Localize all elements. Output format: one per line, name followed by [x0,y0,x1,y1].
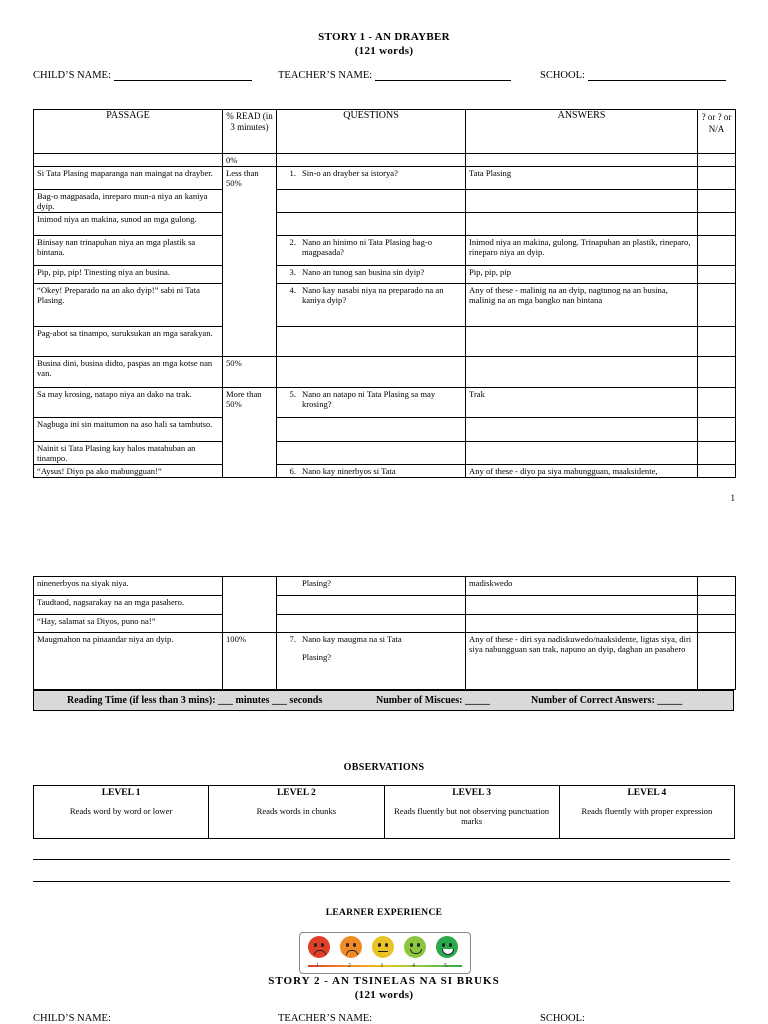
answer-cell: Any of these - diri sya nadiskuwedo/naaksidente, ligtas siya, diri siya nabungguan san trak, napuno an dyip, daghan an pasahero [466,633,698,690]
very-sad-face-icon[interactable] [308,936,330,958]
header-pct-read: % READ (in 3 minutes) [223,110,277,154]
answer-cell [466,442,698,465]
answer-cell [466,615,698,633]
header-answers: ANSWERS [466,110,698,154]
question-cell: 1. Sin-o an drayber sa istorya? [277,167,466,190]
scale-tick: 2 [348,963,351,969]
passage-cell: Bag-o magpasada, inreparo mun-a niya an kaniya dyip. [34,190,223,213]
notes-line-2[interactable] [33,881,730,882]
pct-less-50: Less than 50% [223,167,277,357]
table-row [34,327,736,357]
answer-cell: Tata Plasing [466,167,698,190]
passage-cell: Nagbuga ini sin maitumon na aso hali sa tambutso. [34,418,223,442]
mark-cell[interactable] [698,167,736,190]
teacher-name-field[interactable] [278,70,511,81]
mark-cell[interactable] [698,190,736,213]
reading-time-field[interactable]: Reading Time (if less than 3 mins): ___ minutes ___ seconds [67,695,323,706]
mark-cell[interactable] [698,357,736,388]
question-cell [277,190,466,213]
child-name-field[interactable] [33,70,252,81]
table-row [34,284,736,327]
level-2-option[interactable]: LEVEL 2 Reads words in chunks [209,786,384,839]
mark-cell[interactable] [698,327,736,357]
table-row [34,190,736,213]
table-row [34,577,736,596]
question-cell: 2. Nano an hinimo ni Tata Plasing bag-o magpasada? [277,236,466,266]
reading-summary-row [33,690,734,711]
passage-cell: ninenerbyos na siyak niya. [34,577,223,596]
table-header-row [34,110,736,154]
school-label: SCHOOL: [540,70,585,81]
child-name-line [114,70,252,81]
header-passage: PASSAGE [34,110,223,154]
correct-answers-field[interactable]: Number of Correct Answers: _____ [531,695,683,706]
answer-cell [466,357,698,388]
passage-cell: Maugmahon na pinaandar niya an dyip. [34,633,223,690]
mark-cell[interactable] [698,418,736,442]
school-field[interactable] [540,70,726,81]
story2-word-count: (121 words) [354,989,414,1001]
question-cell [277,596,466,615]
question-cell: 3. Nano an tunog san busina sin dyip? [277,266,466,284]
passage-cell: Si Tata Plasing maparanga nan maingat na drayber. [34,167,223,190]
scale-tick: 1 [316,963,319,969]
reading-table [33,109,736,478]
pct-50: 50% [223,357,277,388]
mark-cell[interactable] [698,615,736,633]
question-cell: 4. Nano kay nasabi niya na preparado na an kaniya dyip? [277,284,466,327]
level-3-option[interactable]: LEVEL 3 Reads fluently but not observing punctuation marks [384,786,559,839]
table-row [34,213,736,236]
passage-cell: Binisay nan trinapuhan niya an mga plastik sa bintana. [34,236,223,266]
teacher-name-line [375,70,511,81]
notes-line-1[interactable] [33,859,730,860]
very-happy-face-icon[interactable] [436,936,458,958]
header-questions: QUESTIONS [277,110,466,154]
observations-title: OBSERVATIONS [343,762,425,773]
passage-cell: Nainit si Tata Plasing kay halos matahuban an tinampo. [34,442,223,465]
mark-cell[interactable] [698,596,736,615]
answer-cell [466,213,698,236]
answer-cell: madiskwedo [466,577,698,596]
question-cell [277,442,466,465]
answer-cell [466,327,698,357]
answer-cell: Any of these - diyo pa siya mabungguan, maaksidente, [466,465,698,478]
reading-table-continued [33,576,736,690]
header-mark: ? or ? or N/A [698,110,736,154]
emoji-rating-scale[interactable] [299,932,471,974]
story2-title: STORY 2 - AN TSINELAS NA SI BRUKS [268,975,500,987]
scale-tick: 4 [412,963,415,969]
passage-cell: Pip, pip, pip! Tinesting niya an busina. [34,266,223,284]
answer-cell: Inimod niya an makina, gulong. Trinapuhan an plastik, rineparo, rineparo niya an dyip. [466,236,698,266]
question-cell: 6. Nano kay ninerbyos si Tata [277,465,466,478]
answer-cell: Trak [466,388,698,418]
mark-cell[interactable] [698,266,736,284]
question-cell [277,213,466,236]
passage-cell: Sa may krosing, natapo niya an dako na trak. [34,388,223,418]
table-row [34,266,736,284]
story2-school-label: SCHOOL: [540,1013,585,1024]
table-row [34,388,736,418]
story2-child-name-label: CHILD’S NAME: [33,1013,111,1024]
table-row [34,418,736,442]
story1-title: STORY 1 - AN DRAYBER [318,31,450,43]
observation-levels [33,785,735,839]
mark-cell[interactable] [698,284,736,327]
answer-cell [466,596,698,615]
table-row [34,236,736,266]
happy-face-icon[interactable] [404,936,426,958]
question-cell [277,615,466,633]
question-cell: Plasing? [277,577,466,596]
passage-cell: Pag-abot sa tinampo, suruksukan an mga sarakyan. [34,327,223,357]
table-row [34,442,736,465]
answer-cell: Any of these - malinig na an dyip, nagtunog na an busina, malinig na an mga bangko nan bintana [466,284,698,327]
page-number: 1 [730,493,735,503]
miscues-field[interactable]: Number of Miscues: _____ [376,695,490,706]
table-row [34,615,736,633]
answer-cell [466,418,698,442]
level-1-option[interactable]: LEVEL 1 Reads word by word or lower [34,786,209,839]
question-cell: 5. Nano an natapo ni Tata Plasing sa may krosing? [277,388,466,418]
story1-word-count: (121 words) [354,45,414,57]
story2-teacher-name-label: TEACHER’S NAME: [278,1013,373,1024]
learner-experience-title: LEARNER EXPERIENCE [325,908,443,918]
scale-tick: 3 [380,963,383,969]
table-row [34,596,736,615]
passage-cell: Taudtaod, nagsarakay na an mga pasahero. [34,596,223,615]
pct-more-50: More than 50% [223,388,277,478]
pct-0: 0% [223,154,277,167]
table-row [34,154,736,167]
sad-face-icon[interactable] [340,936,362,958]
answer-cell: Pip, pip, pip [466,266,698,284]
question-cell [277,327,466,357]
passage-cell: Inimod niya an makina, sunod an mga gulong. [34,213,223,236]
table-row [34,465,736,478]
passage-cell: Busina dini, busina didto, paspas an mga kotse nan van. [34,357,223,388]
child-name-label: CHILD’S NAME: [33,70,111,81]
question-cell [277,418,466,442]
passage-cell: “Aysus! Diyo pa ako mabungguan!” [34,465,223,478]
mark-cell[interactable] [698,577,736,596]
table-row [34,167,736,190]
mark-cell[interactable] [698,465,736,478]
school-line [588,70,726,81]
teacher-name-label: TEACHER’S NAME: [278,70,373,81]
mark-cell[interactable] [698,388,736,418]
scale-tick: 5 [444,963,447,969]
mark-cell[interactable] [698,442,736,465]
mark-cell[interactable] [698,213,736,236]
table-row [34,357,736,388]
passage-cell: “Okey! Preparado na an ako dyip!” sabi ni Tata Plasing. [34,284,223,327]
question-cell [277,357,466,388]
passage-cell: “Hay, salamat sa Diyos, puno na!” [34,615,223,633]
mark-cell[interactable] [698,236,736,266]
table-row [34,633,736,690]
pct-100: 100% [223,633,277,690]
neutral-face-icon[interactable] [372,936,394,958]
level-4-option[interactable]: LEVEL 4 Reads fluently with proper expression [559,786,734,839]
question-cell: 7. Nano kay maugma na si Tata Plasing? [277,633,466,690]
scale-line [308,965,462,967]
answer-cell [466,190,698,213]
mark-cell[interactable] [698,633,736,690]
